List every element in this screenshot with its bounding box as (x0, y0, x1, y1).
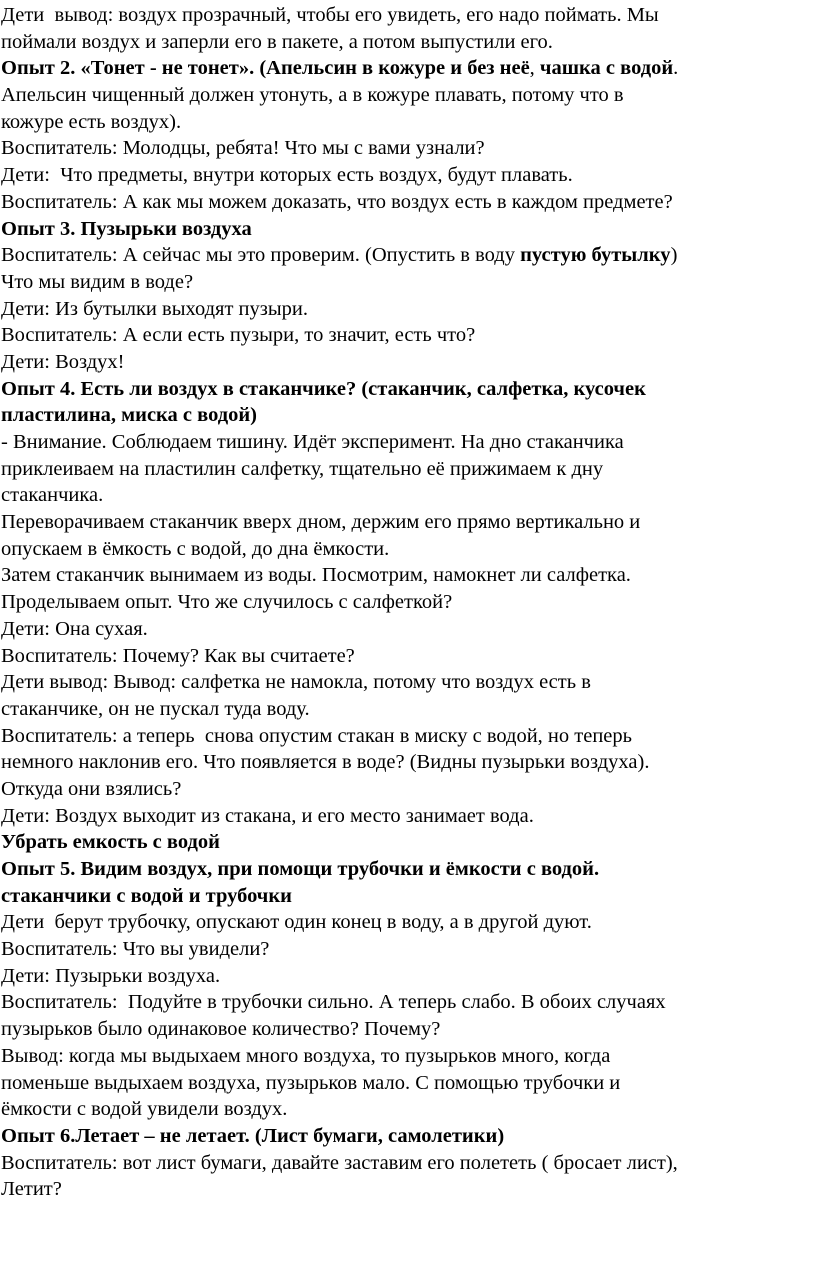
text-segment: Воспитатель: Молодцы, ребята! Что мы с вами узнали? (1, 137, 485, 160)
text-line (0, 803, 816, 830)
text-line (0, 216, 816, 243)
text-line (0, 562, 816, 589)
text-segment: - Внимание. Соблюдаем тишину. Идёт эксперимент. На дно стаканчика (1, 431, 624, 453)
text-segment: Воспитатель: Почему? Как вы считаете? (1, 644, 355, 667)
text-segment: Воспитатель: Подуйте в трубочки сильно. А теперь слабо. В обоих случаях (1, 991, 666, 1014)
text-segment: Дети: Воздух выходит из стакана, и его место занимает вода. (1, 804, 534, 827)
bold-text-segment: Убрать емкость с водой (1, 831, 220, 854)
text-line (0, 55, 816, 82)
text-line (0, 749, 816, 776)
text-line (0, 456, 816, 483)
text-line (0, 936, 816, 963)
text-segment: Воспитатель: Что вы увидели? (1, 938, 270, 961)
text-segment: немного наклонив его. Что появляется в воде? (Видны пузырьки воздуха). (1, 751, 650, 774)
text-segment: Дети: Из бутылки выходят пузыри. (1, 297, 308, 320)
text-line (0, 829, 816, 856)
text-line (0, 135, 816, 162)
text-line (0, 29, 816, 56)
text-line (0, 589, 816, 616)
text-segment: , (529, 57, 540, 80)
text-line (0, 696, 816, 723)
text-line (0, 82, 816, 109)
text-line (0, 402, 816, 429)
bold-text-segment: Опыт 6.Летает – не летает. (Лист бумаги, самолетики) (1, 1124, 505, 1147)
text-line (0, 1150, 816, 1177)
text-segment: Воспитатель: А как мы можем доказать, что воздух есть в каждом предмете? (1, 190, 673, 213)
text-line (0, 242, 816, 269)
text-segment: Что мы видим в воде? (1, 270, 194, 293)
text-segment: Дети берут трубочку, опускают один конец в воду, а в другой дуют. (1, 911, 592, 934)
text-segment: Дети: Воздух! (1, 350, 125, 373)
text-segment: поменьше выдыхаем воздуха, пузырьков мало. С помощью трубочки и (1, 1071, 621, 1094)
text-line (0, 296, 816, 323)
text-line (0, 1123, 816, 1150)
text-segment: Откуда они взялись? (1, 777, 182, 800)
text-segment: . (673, 57, 679, 80)
text-line (0, 2, 816, 29)
bold-text-segment: Опыт 2. «Тонет - не тонет». (Апельсин в кожуре и без неё (1, 57, 530, 80)
text-segment: Дети: Что предметы, внутри которых есть воздух, будут плавать. (1, 164, 573, 187)
text-line (0, 189, 816, 216)
text-segment: Летит? (1, 1178, 62, 1201)
bold-text-segment: стаканчики с водой и трубочки (1, 884, 292, 907)
text-segment: ёмкости с водой увидели воздух. (1, 1098, 288, 1121)
text-line (0, 643, 816, 670)
text-segment: опускаем в ёмкость с водой, до дна ёмкости. (1, 537, 390, 560)
bold-text-segment: Опыт 5. Видим воздух, при помощи трубочки и ёмкости с водой. (1, 858, 600, 880)
text-line (0, 482, 816, 509)
text-segment: Дети: Пузырьки воздуха. (1, 964, 221, 987)
text-line (0, 162, 816, 189)
bold-text-segment: Опыт 4. Есть ли воздух в стаканчике? (стаканчик, салфетка, кусочек (1, 377, 646, 400)
text-segment: Дети: Она сухая. (1, 617, 148, 640)
text-line (0, 989, 816, 1016)
bold-text-segment: чашка с водой (539, 57, 674, 80)
text-line (0, 1070, 816, 1097)
text-line (0, 723, 816, 750)
text-segment: приклеиваем на пластилин салфетку, тщательно её прижимаем к дну (1, 457, 604, 480)
bold-text-segment: пластилина, миска с водой) (1, 404, 257, 427)
text-line (0, 776, 816, 803)
text-segment: Воспитатель: А если есть пузыри, то значит, есть что? (1, 324, 476, 347)
text-line (0, 429, 816, 456)
text-line (0, 376, 816, 403)
text-segment: Воспитатель: А сейчас мы это проверим. (Опустить в воду (1, 244, 521, 267)
text-segment: Дети вывод: воздух прозрачный, чтобы его увидеть, его надо поймать. Мы (1, 4, 659, 26)
text-line (0, 509, 816, 536)
text-segment: стаканчике, он не пускал туда воду. (1, 697, 310, 720)
text-line (0, 1043, 816, 1070)
text-line (0, 883, 816, 910)
text-line (0, 536, 816, 563)
text-line (0, 669, 816, 696)
text-line (0, 269, 816, 296)
text-segment: кожуре есть воздух). (1, 110, 182, 133)
text-segment: Воспитатель: вот лист бумаги, давайте заставим его полететь ( бросает лист), (1, 1151, 678, 1174)
bold-text-segment: Опыт 3. Пузырьки воздуха (1, 217, 252, 240)
text-segment: Проделываем опыт. Что же случилось с салфеткой? (1, 591, 453, 614)
text-line (0, 322, 816, 349)
text-segment: Дети вывод: Вывод: салфетка не намокла, потому что воздух есть в (1, 671, 591, 694)
text-line (0, 909, 816, 936)
text-line (0, 1016, 816, 1043)
text-segment: Переворачиваем стаканчик вверх дном, держим его прямо вертикально и (1, 511, 641, 534)
text-line (0, 349, 816, 376)
text-line (0, 1096, 816, 1123)
text-segment: Воспитатель: а теперь снова опустим стакан в миску с водой, но теперь (1, 724, 632, 747)
text-segment: ) (670, 244, 678, 267)
text-segment: Вывод: когда мы выдыхаем много воздуха, то пузырьков много, когда (1, 1044, 611, 1067)
bold-text-segment: пустую бутылку (520, 244, 671, 267)
text-line (0, 963, 816, 990)
text-segment: Апельсин чищенный должен утонуть, а в кожуре плавать, потому что в (1, 84, 624, 107)
text-segment: Затем стаканчик вынимаем из воды. Посмотрим, намокнет ли салфетка. (1, 564, 631, 587)
text-line (0, 616, 816, 643)
text-segment: поймали воздух и заперли его в пакете, а потом выпустили его. (1, 30, 553, 53)
text-segment: стаканчика. (1, 484, 104, 507)
text-line (0, 856, 816, 883)
text-line (0, 109, 816, 136)
text-segment: пузырьков было одинаковое количество? Почему? (1, 1018, 441, 1041)
text-line (0, 1176, 816, 1203)
